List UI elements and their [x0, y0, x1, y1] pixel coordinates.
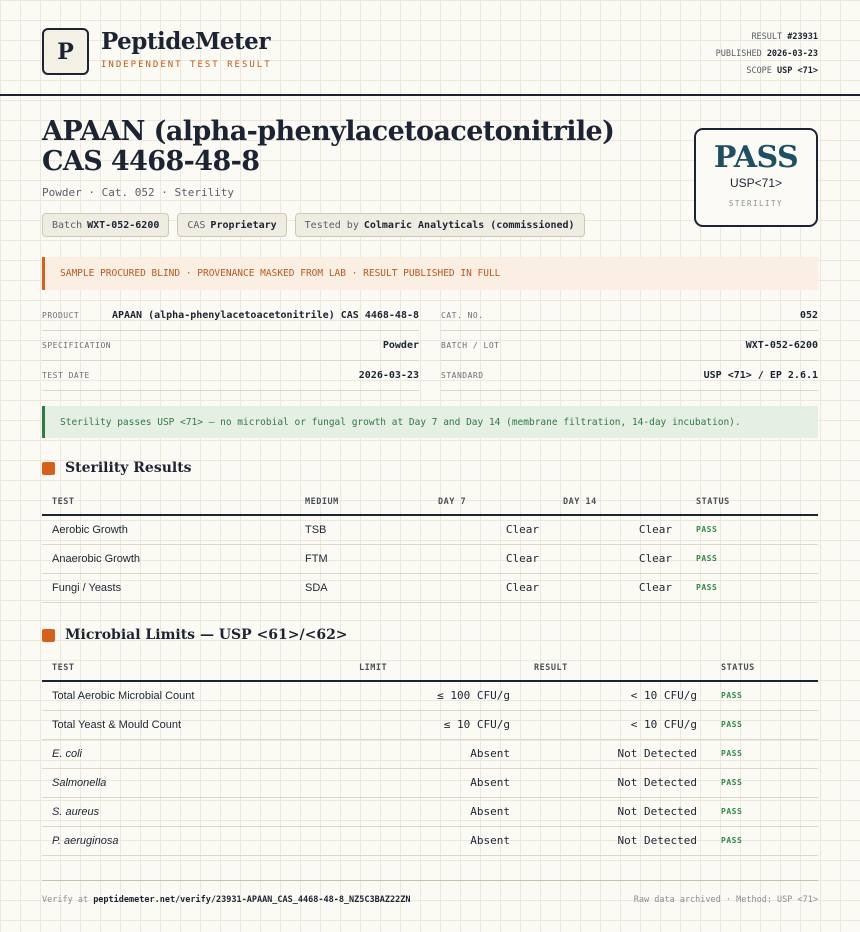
archive-note: Raw data archived · Method: USP <71>: [633, 895, 818, 905]
info-batch-value: WXT-052-6200: [745, 340, 818, 351]
verify-label: Verify at: [42, 895, 89, 905]
microbial-section-title: Microbial Limits — USP <61>/<62>: [65, 627, 348, 643]
info-cat-label: CAT. NO.: [441, 311, 484, 320]
limit: Absent: [349, 739, 524, 768]
scope-value: USP <71>: [777, 66, 818, 76]
result: Not Detected: [524, 739, 711, 768]
cas-chip-value: Proprietary: [210, 219, 277, 231]
test-name: Anaerobic Growth: [42, 544, 295, 573]
info-product: [42, 301, 419, 331]
page-header: [0, 0, 860, 96]
table-row: [42, 710, 818, 739]
sterility-header-row: [42, 489, 818, 515]
result: Not Detected: [524, 826, 711, 855]
microbial-header-row: [42, 655, 818, 681]
result-meta: [716, 29, 818, 80]
result: Not Detected: [524, 797, 711, 826]
table-row: [42, 826, 818, 855]
info-date-value: 2026-03-23: [358, 370, 419, 381]
day7-result: Clear: [428, 544, 553, 573]
medium: FTM: [295, 544, 428, 573]
medium: SDA: [295, 573, 428, 602]
table-row: [42, 681, 818, 710]
info-standard-value: USP <71> / EP 2.6.1: [703, 370, 818, 381]
published-date: 2026-03-23: [766, 49, 818, 59]
limit: Absent: [349, 826, 524, 855]
section-marker-icon: [42, 629, 55, 642]
result-number: #23931: [787, 32, 818, 42]
test-name: S. aureus: [42, 797, 349, 826]
status-badge: PASS: [711, 710, 818, 739]
page-footer: [42, 880, 818, 905]
limit: ≤ 10 CFU/g: [349, 710, 524, 739]
microbial-section-header: [42, 627, 348, 643]
verdict-word: PASS: [713, 140, 799, 175]
sterility-summary-notice: Sterility passes USP <71> — no microbial or fungal growth at Day 7 and Day 14 (membrane filtration, 14-day incubation).: [42, 406, 818, 438]
test-name: Fungi / Yeasts: [42, 573, 295, 602]
info-product-label: PRODUCT: [42, 311, 80, 320]
info-standard: [441, 361, 818, 391]
sterility-table: [42, 489, 818, 603]
status-badge: PASS: [686, 544, 818, 573]
verify-link[interactable]: peptidemeter.net/verify/23931-APAAN_CAS_4468-48-8_NZ5C3BAZ22ZN: [93, 895, 411, 905]
limit: ≤ 100 CFU/g: [349, 681, 524, 710]
microbial-col-test: TEST: [42, 655, 349, 681]
table-row: [42, 544, 818, 573]
day14-result: Clear: [553, 544, 686, 573]
day14-result: Clear: [553, 573, 686, 602]
batch-chip: [42, 213, 169, 237]
info-test-date: [42, 361, 419, 391]
medium: TSB: [295, 515, 428, 544]
sterility-section-header: [42, 460, 192, 476]
status-badge: PASS: [711, 826, 818, 855]
info-standard-label: STANDARD: [441, 371, 484, 380]
page-subtitle: Powder · Cat. 052 · Sterility: [42, 186, 235, 199]
status-badge: PASS: [711, 797, 818, 826]
sterility-col-day7: DAY 7: [428, 489, 553, 515]
microbial-table: [42, 655, 818, 856]
sterility-col-medium: MEDIUM: [295, 489, 428, 515]
info-spec-label: SPECIFICATION: [42, 341, 112, 350]
batch-chip-label: Batch: [52, 219, 83, 231]
info-cat-value: 052: [799, 310, 818, 321]
sterility-col-day14: DAY 14: [553, 489, 686, 515]
status-badge: PASS: [711, 768, 818, 797]
brand-tagline: INDEPENDENT TEST RESULT: [101, 60, 272, 70]
brand-name: PeptideMeter: [101, 28, 270, 55]
info-batch-label: BATCH / LOT: [441, 341, 500, 350]
info-cat-no: [441, 301, 818, 331]
microbial-col-status: STATUS: [711, 655, 818, 681]
result: < 10 CFU/g: [524, 681, 711, 710]
info-spec-value: Powder: [382, 340, 419, 351]
batch-chip-value: WXT-052-6200: [87, 219, 160, 231]
sterility-col-test: TEST: [42, 489, 295, 515]
day7-result: Clear: [428, 573, 553, 602]
table-row: [42, 768, 818, 797]
day14-result: Clear: [553, 515, 686, 544]
status-badge: PASS: [686, 515, 818, 544]
info-batch-lot: [441, 331, 818, 361]
scope-label: SCOPE: [746, 66, 772, 76]
published-label: PUBLISHED: [715, 49, 762, 59]
status-badge: PASS: [686, 573, 818, 602]
result: < 10 CFU/g: [524, 710, 711, 739]
result-label: RESULT: [751, 32, 783, 42]
verdict-standard: USP<71>: [729, 176, 783, 190]
tested-by-chip: [295, 213, 585, 237]
test-name: Salmonella: [42, 768, 349, 797]
info-product-value: APAAN (alpha-phenylacetoacetonitrile) CAS 4468-48-8: [111, 310, 419, 321]
day7-result: Clear: [428, 515, 553, 544]
test-name: Total Yeast & Mould Count: [42, 710, 349, 739]
section-marker-icon: [42, 462, 55, 475]
microbial-col-limit: LIMIT: [349, 655, 524, 681]
chip-row: [42, 213, 585, 237]
test-name: P. aeruginosa: [42, 826, 349, 855]
microbial-col-result: RESULT: [524, 655, 711, 681]
table-row: [42, 573, 818, 602]
page-title: APAAN (alpha-phenylacetoacetonitrile) CAS 4468-48-8: [42, 116, 615, 177]
limit: Absent: [349, 797, 524, 826]
table-row: [42, 797, 818, 826]
result: Not Detected: [524, 768, 711, 797]
tested-by-label: Tested by: [304, 219, 359, 231]
verdict-category: STERILITY: [728, 199, 784, 208]
verify-line: [42, 895, 410, 905]
table-row: [42, 515, 818, 544]
tested-by-value: Colmaric Analyticals (commissioned): [363, 219, 575, 231]
blind-sample-notice: SAMPLE PROCURED BLIND · PROVENANCE MASKED FROM LAB · RESULT PUBLISHED IN FULL: [42, 257, 818, 290]
limit: Absent: [349, 768, 524, 797]
status-badge: PASS: [711, 739, 818, 768]
sterility-section-title: Sterility Results: [65, 460, 192, 476]
info-date-label: TEST DATE: [42, 371, 90, 380]
test-name: Aerobic Growth: [42, 515, 295, 544]
status-badge: PASS: [711, 681, 818, 710]
verdict-card: [694, 128, 818, 227]
test-name: E. coli: [42, 739, 349, 768]
test-name: Total Aerobic Microbial Count: [42, 681, 349, 710]
info-specification: [42, 331, 419, 361]
brand-logo: P: [42, 28, 89, 75]
table-row: [42, 739, 818, 768]
cas-chip-label: CAS: [187, 219, 206, 231]
sterility-col-status: STATUS: [686, 489, 818, 515]
cas-chip: [177, 213, 286, 237]
